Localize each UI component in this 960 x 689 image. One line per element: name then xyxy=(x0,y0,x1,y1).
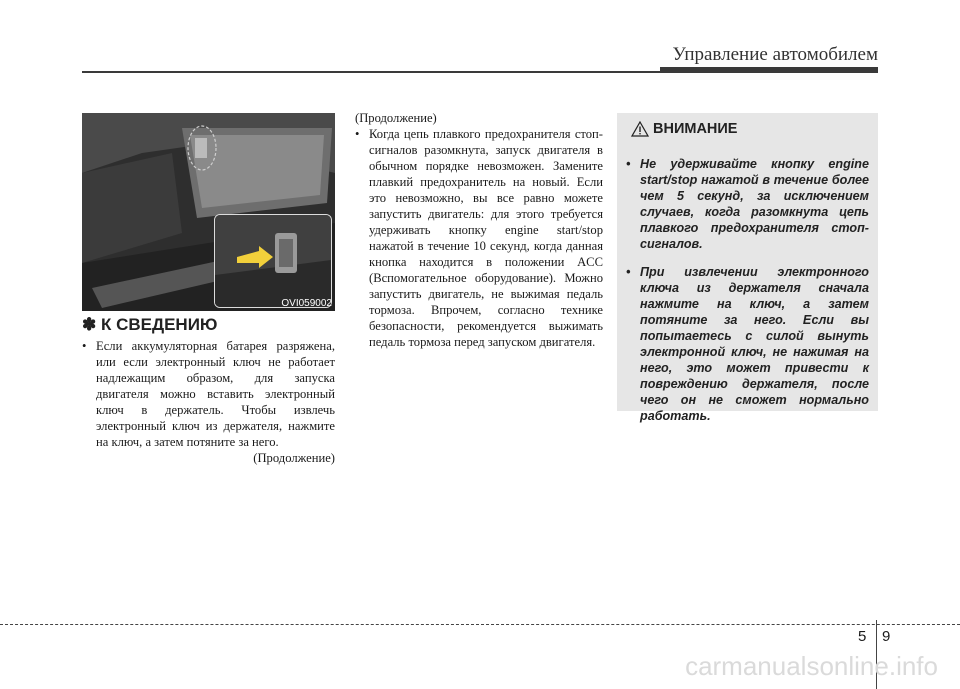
middle-column xyxy=(355,110,603,350)
bullet-icon: • xyxy=(82,339,87,353)
warning-item-text: Не удерживайте кнопку engine start/stop нажатой в течение более чем 5 секунд, за исключением случаев, когда разомкнута цепь плавкого предохранителя стоп-сигналов. xyxy=(640,156,869,251)
warning-box xyxy=(617,113,878,424)
warning-body xyxy=(626,143,869,437)
fuse-text: Когда цепь плавкого предохранителя стоп-сигналов разомкнута, запуск двигателя в обычном порядке невозможен. Замените плавкий предохранитель на новый. Если это невозможно, вы все равно можете запустить двигатель: для этого требуется удерживать кнопку engine start/stop нажатой в течение 10 секунд, когда данная кнопка находится в положении ACC (Вспомогательное оборудование). Можно запустить двигатель, не выжимая педаль тормоза. Впрочем, согласно технике безопасности, рекомендуется выжимать педаль тормоза перед запуском двигателя. xyxy=(369,127,603,349)
info-column xyxy=(82,338,335,466)
continued-label-top: (Продолжение) xyxy=(355,111,437,125)
warning-item xyxy=(626,264,869,424)
bullet-icon: • xyxy=(355,127,360,141)
key-holder-closeup xyxy=(215,215,331,307)
info-heading-text: К СВЕДЕНИЮ xyxy=(100,315,218,334)
header-title: Управление автомобилем xyxy=(672,44,878,65)
page-number: 9 xyxy=(882,628,891,645)
figure-inset xyxy=(214,214,332,308)
figure-photo xyxy=(82,113,335,311)
bullet-icon: • xyxy=(626,265,631,280)
info-bullet xyxy=(82,338,335,450)
figure-code: OVI059002 xyxy=(281,298,332,309)
info-heading xyxy=(82,315,335,335)
fuse-bullet xyxy=(355,126,603,350)
header-rule-accent xyxy=(660,67,878,73)
warning-item xyxy=(626,156,869,252)
asterisk-icon: ✽ xyxy=(82,315,97,334)
info-text: Если аккумуляторная батарея разряжена, или если электронный ключ не работает надлежащим образом, для запуска двигателя можно вставить электронный ключ в держатель. Чтобы извлечь электронный ключ из держателя, нажмите на ключ, а затем потяните за него. xyxy=(96,339,335,449)
warning-header xyxy=(631,121,737,137)
warning-triangle-icon xyxy=(631,121,649,137)
watermark: carmanualsonline.info xyxy=(685,651,938,681)
warning-item-text: При извлечении электронного ключа из держателя сначала нажмите на ключ, а затем потяните за него. Если вы попытаетесь с силой вынуть электронной ключ, не нажимая на него, это может привести к повреждению держателя, после чего он не сможет нормально работать. xyxy=(640,265,869,424)
continued-label: (Продолжение) xyxy=(253,451,335,465)
page-section: 5 xyxy=(858,628,867,645)
warning-heading: ВНИМАНИЕ xyxy=(653,121,738,137)
footer-rule xyxy=(0,624,960,625)
bullet-icon: • xyxy=(626,156,631,171)
